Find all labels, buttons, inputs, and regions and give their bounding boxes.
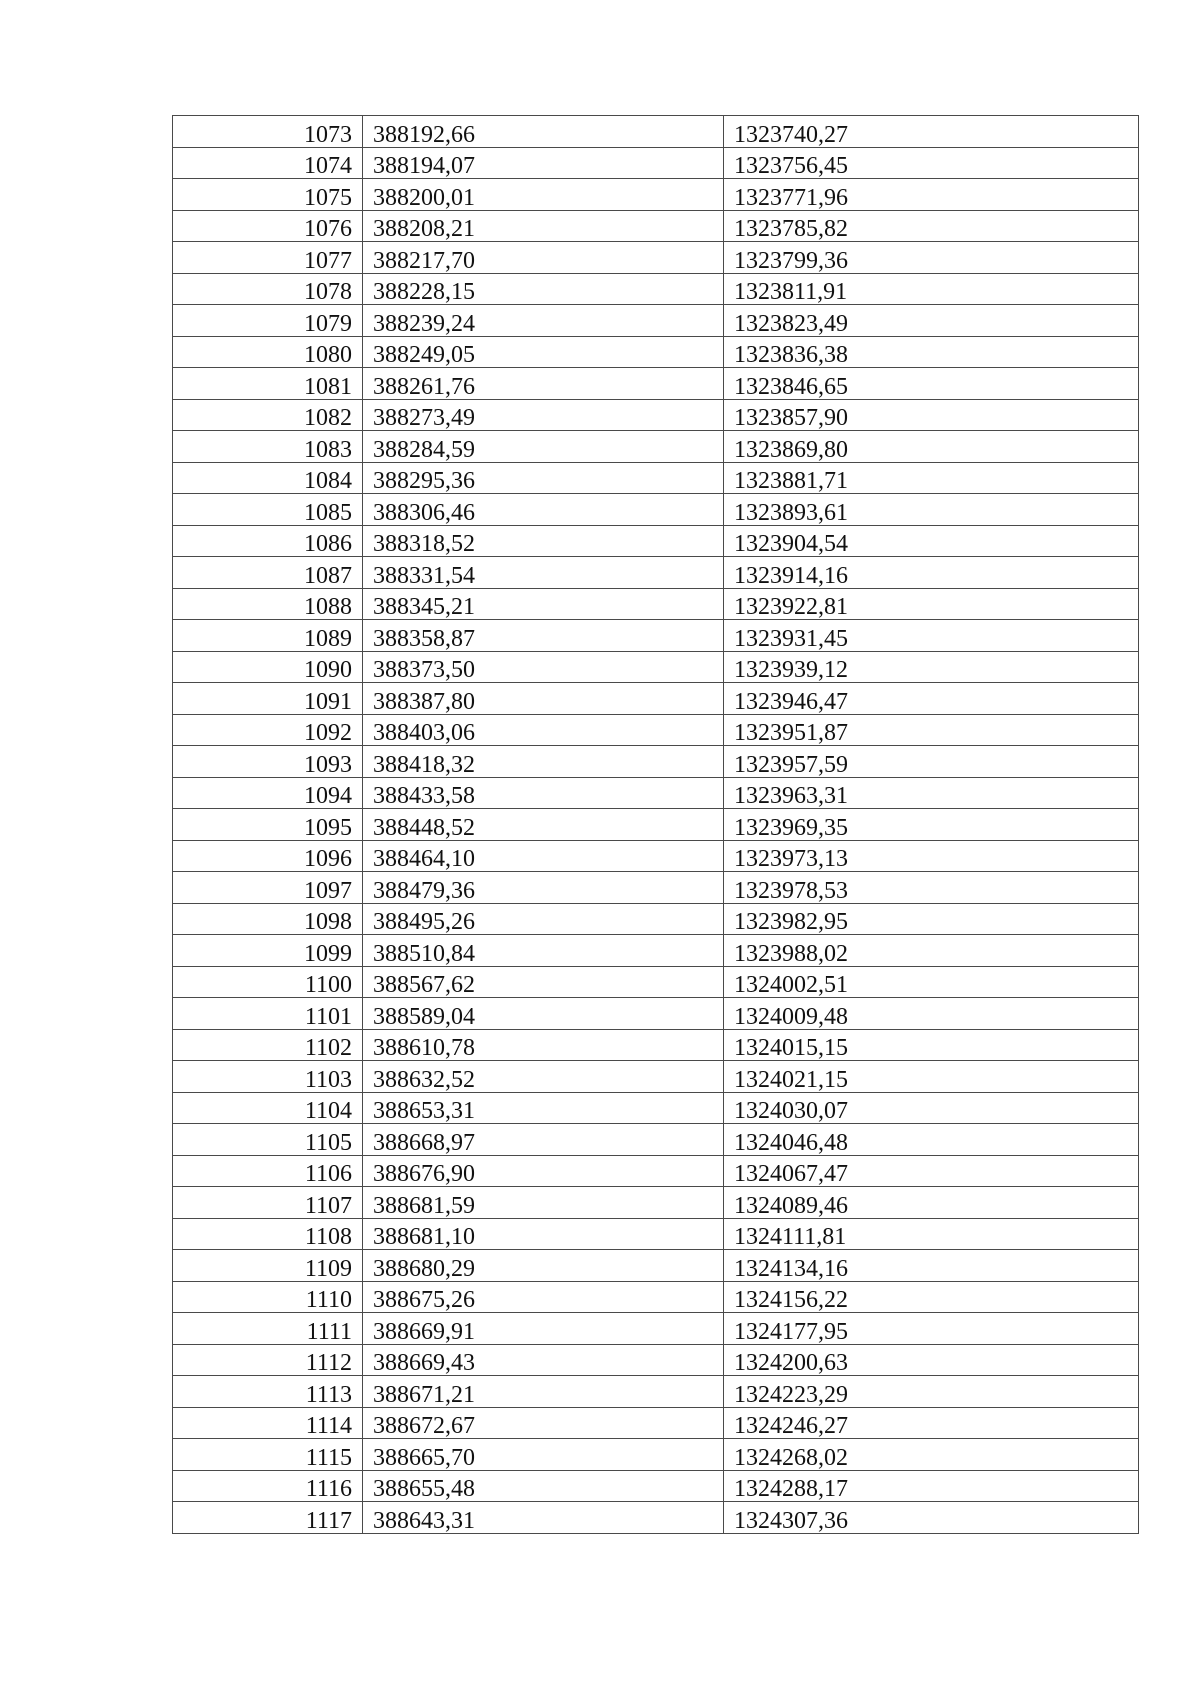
table-row (173, 683, 1139, 715)
table-row (173, 935, 1139, 967)
point-number-cell: 1094 (173, 777, 363, 809)
y-coordinate-cell: 1323857,90 (724, 399, 1139, 431)
x-coordinate-cell: 388668,97 (363, 1124, 724, 1156)
point-number-cell: 1089 (173, 620, 363, 652)
table-row (173, 1281, 1139, 1313)
x-coordinate-cell: 388261,76 (363, 368, 724, 400)
x-coordinate-cell: 388655,48 (363, 1470, 724, 1502)
point-number-cell: 1080 (173, 336, 363, 368)
table-row (173, 872, 1139, 904)
table-row (173, 777, 1139, 809)
x-coordinate-cell: 388643,31 (363, 1502, 724, 1534)
x-coordinate-cell: 388373,50 (363, 651, 724, 683)
point-number-cell: 1085 (173, 494, 363, 526)
point-number-cell: 1105 (173, 1124, 363, 1156)
x-coordinate-cell: 388387,80 (363, 683, 724, 715)
x-coordinate-cell: 388284,59 (363, 431, 724, 463)
table-row (173, 809, 1139, 841)
point-number-cell: 1079 (173, 305, 363, 337)
y-coordinate-cell: 1324246,27 (724, 1407, 1139, 1439)
point-number-cell: 1074 (173, 147, 363, 179)
x-coordinate-cell: 388331,54 (363, 557, 724, 589)
table-row (173, 1502, 1139, 1534)
y-coordinate-cell: 1324067,47 (724, 1155, 1139, 1187)
x-coordinate-cell: 388669,91 (363, 1313, 724, 1345)
table-row (173, 714, 1139, 746)
x-coordinate-cell: 388510,84 (363, 935, 724, 967)
y-coordinate-cell: 1324307,36 (724, 1502, 1139, 1534)
y-coordinate-cell: 1323973,13 (724, 840, 1139, 872)
y-coordinate-cell: 1323811,91 (724, 273, 1139, 305)
y-coordinate-cell: 1324021,15 (724, 1061, 1139, 1093)
point-number-cell: 1103 (173, 1061, 363, 1093)
y-coordinate-cell: 1323946,47 (724, 683, 1139, 715)
point-number-cell: 1116 (173, 1470, 363, 1502)
table-row (173, 210, 1139, 242)
x-coordinate-cell: 388653,31 (363, 1092, 724, 1124)
point-number-cell: 1086 (173, 525, 363, 557)
table-row (173, 620, 1139, 652)
y-coordinate-cell: 1323988,02 (724, 935, 1139, 967)
table-row (173, 998, 1139, 1030)
x-coordinate-cell: 388464,10 (363, 840, 724, 872)
point-number-cell: 1087 (173, 557, 363, 589)
x-coordinate-cell: 388217,70 (363, 242, 724, 274)
point-number-cell: 1110 (173, 1281, 363, 1313)
x-coordinate-cell: 388208,21 (363, 210, 724, 242)
x-coordinate-cell: 388680,29 (363, 1250, 724, 1282)
table-row (173, 1250, 1139, 1282)
x-coordinate-cell: 388249,05 (363, 336, 724, 368)
x-coordinate-cell: 388433,58 (363, 777, 724, 809)
point-number-cell: 1082 (173, 399, 363, 431)
point-number-cell: 1097 (173, 872, 363, 904)
point-number-cell: 1101 (173, 998, 363, 1030)
x-coordinate-cell: 388448,52 (363, 809, 724, 841)
table-row (173, 1187, 1139, 1219)
y-coordinate-cell: 1324177,95 (724, 1313, 1139, 1345)
table-row (173, 305, 1139, 337)
point-number-cell: 1114 (173, 1407, 363, 1439)
table-row (173, 368, 1139, 400)
table-row (173, 840, 1139, 872)
y-coordinate-cell: 1323771,96 (724, 179, 1139, 211)
point-number-cell: 1100 (173, 966, 363, 998)
y-coordinate-cell: 1323799,36 (724, 242, 1139, 274)
y-coordinate-cell: 1324009,48 (724, 998, 1139, 1030)
y-coordinate-cell: 1323982,95 (724, 903, 1139, 935)
x-coordinate-cell: 388239,24 (363, 305, 724, 337)
y-coordinate-cell: 1323969,35 (724, 809, 1139, 841)
point-number-cell: 1107 (173, 1187, 363, 1219)
table-row (173, 1124, 1139, 1156)
y-coordinate-cell: 1323963,31 (724, 777, 1139, 809)
y-coordinate-cell: 1323869,80 (724, 431, 1139, 463)
point-number-cell: 1096 (173, 840, 363, 872)
y-coordinate-cell: 1324089,46 (724, 1187, 1139, 1219)
table-row (173, 116, 1139, 148)
point-number-cell: 1076 (173, 210, 363, 242)
point-number-cell: 1075 (173, 179, 363, 211)
table-row (173, 588, 1139, 620)
point-number-cell: 1099 (173, 935, 363, 967)
x-coordinate-cell: 388358,87 (363, 620, 724, 652)
table-row (173, 1407, 1139, 1439)
table-row (173, 242, 1139, 274)
y-coordinate-cell: 1323740,27 (724, 116, 1139, 148)
x-coordinate-cell: 388345,21 (363, 588, 724, 620)
x-coordinate-cell: 388295,36 (363, 462, 724, 494)
point-number-cell: 1109 (173, 1250, 363, 1282)
table-row (173, 179, 1139, 211)
x-coordinate-cell: 388672,67 (363, 1407, 724, 1439)
x-coordinate-cell: 388665,70 (363, 1439, 724, 1471)
point-number-cell: 1084 (173, 462, 363, 494)
x-coordinate-cell: 388567,62 (363, 966, 724, 998)
point-number-cell: 1091 (173, 683, 363, 715)
point-number-cell: 1098 (173, 903, 363, 935)
table-row (173, 147, 1139, 179)
table-row (173, 1092, 1139, 1124)
x-coordinate-cell: 388403,06 (363, 714, 724, 746)
y-coordinate-cell: 1323914,16 (724, 557, 1139, 589)
y-coordinate-cell: 1323785,82 (724, 210, 1139, 242)
table-row (173, 1470, 1139, 1502)
table-row (173, 273, 1139, 305)
point-number-cell: 1111 (173, 1313, 363, 1345)
x-coordinate-cell: 388676,90 (363, 1155, 724, 1187)
point-number-cell: 1083 (173, 431, 363, 463)
table-row (173, 1029, 1139, 1061)
table-row (173, 336, 1139, 368)
x-coordinate-cell: 388194,07 (363, 147, 724, 179)
y-coordinate-cell: 1323939,12 (724, 651, 1139, 683)
x-coordinate-cell: 388273,49 (363, 399, 724, 431)
y-coordinate-cell: 1323904,54 (724, 525, 1139, 557)
table-row (173, 1313, 1139, 1345)
point-number-cell: 1102 (173, 1029, 363, 1061)
x-coordinate-cell: 388200,01 (363, 179, 724, 211)
y-coordinate-cell: 1323957,59 (724, 746, 1139, 778)
point-number-cell: 1112 (173, 1344, 363, 1376)
x-coordinate-cell: 388318,52 (363, 525, 724, 557)
point-number-cell: 1077 (173, 242, 363, 274)
point-number-cell: 1090 (173, 651, 363, 683)
point-number-cell: 1106 (173, 1155, 363, 1187)
y-coordinate-cell: 1324268,02 (724, 1439, 1139, 1471)
y-coordinate-cell: 1323978,53 (724, 872, 1139, 904)
point-number-cell: 1117 (173, 1502, 363, 1534)
point-number-cell: 1104 (173, 1092, 363, 1124)
y-coordinate-cell: 1323881,71 (724, 462, 1139, 494)
table-row (173, 746, 1139, 778)
table-row (173, 1218, 1139, 1250)
y-coordinate-cell: 1324134,16 (724, 1250, 1139, 1282)
point-number-cell: 1092 (173, 714, 363, 746)
y-coordinate-cell: 1324015,15 (724, 1029, 1139, 1061)
y-coordinate-cell: 1323931,45 (724, 620, 1139, 652)
y-coordinate-cell: 1323893,61 (724, 494, 1139, 526)
point-number-cell: 1108 (173, 1218, 363, 1250)
y-coordinate-cell: 1323922,81 (724, 588, 1139, 620)
x-coordinate-cell: 388306,46 (363, 494, 724, 526)
y-coordinate-cell: 1323951,87 (724, 714, 1139, 746)
x-coordinate-cell: 388681,10 (363, 1218, 724, 1250)
y-coordinate-cell: 1323823,49 (724, 305, 1139, 337)
x-coordinate-cell: 388479,36 (363, 872, 724, 904)
x-coordinate-cell: 388192,66 (363, 116, 724, 148)
y-coordinate-cell: 1324046,48 (724, 1124, 1139, 1156)
point-number-cell: 1088 (173, 588, 363, 620)
y-coordinate-cell: 1324030,07 (724, 1092, 1139, 1124)
table-row (173, 431, 1139, 463)
table-row (173, 494, 1139, 526)
y-coordinate-cell: 1324111,81 (724, 1218, 1139, 1250)
table-row (173, 1155, 1139, 1187)
y-coordinate-cell: 1324200,63 (724, 1344, 1139, 1376)
x-coordinate-cell: 388675,26 (363, 1281, 724, 1313)
point-number-cell: 1081 (173, 368, 363, 400)
x-coordinate-cell: 388681,59 (363, 1187, 724, 1219)
x-coordinate-cell: 388589,04 (363, 998, 724, 1030)
point-number-cell: 1095 (173, 809, 363, 841)
point-number-cell: 1078 (173, 273, 363, 305)
x-coordinate-cell: 388495,26 (363, 903, 724, 935)
table-row (173, 557, 1139, 589)
table-row (173, 1376, 1139, 1408)
table-row (173, 1439, 1139, 1471)
y-coordinate-cell: 1324156,22 (724, 1281, 1139, 1313)
table-row (173, 1344, 1139, 1376)
y-coordinate-cell: 1323756,45 (724, 147, 1139, 179)
y-coordinate-cell: 1323836,38 (724, 336, 1139, 368)
x-coordinate-cell: 388610,78 (363, 1029, 724, 1061)
x-coordinate-cell: 388671,21 (363, 1376, 724, 1408)
point-number-cell: 1093 (173, 746, 363, 778)
table-row (173, 903, 1139, 935)
table-row (173, 525, 1139, 557)
y-coordinate-cell: 1324002,51 (724, 966, 1139, 998)
table-row (173, 651, 1139, 683)
table-row (173, 1061, 1139, 1093)
y-coordinate-cell: 1324288,17 (724, 1470, 1139, 1502)
coordinates-table-body (173, 116, 1139, 1534)
table-row (173, 399, 1139, 431)
x-coordinate-cell: 388228,15 (363, 273, 724, 305)
point-number-cell: 1115 (173, 1439, 363, 1471)
table-row (173, 966, 1139, 998)
x-coordinate-cell: 388632,52 (363, 1061, 724, 1093)
point-number-cell: 1113 (173, 1376, 363, 1408)
y-coordinate-cell: 1323846,65 (724, 368, 1139, 400)
x-coordinate-cell: 388418,32 (363, 746, 724, 778)
y-coordinate-cell: 1324223,29 (724, 1376, 1139, 1408)
point-number-cell: 1073 (173, 116, 363, 148)
x-coordinate-cell: 388669,43 (363, 1344, 724, 1376)
coordinates-table (172, 115, 1139, 1534)
table-row (173, 462, 1139, 494)
